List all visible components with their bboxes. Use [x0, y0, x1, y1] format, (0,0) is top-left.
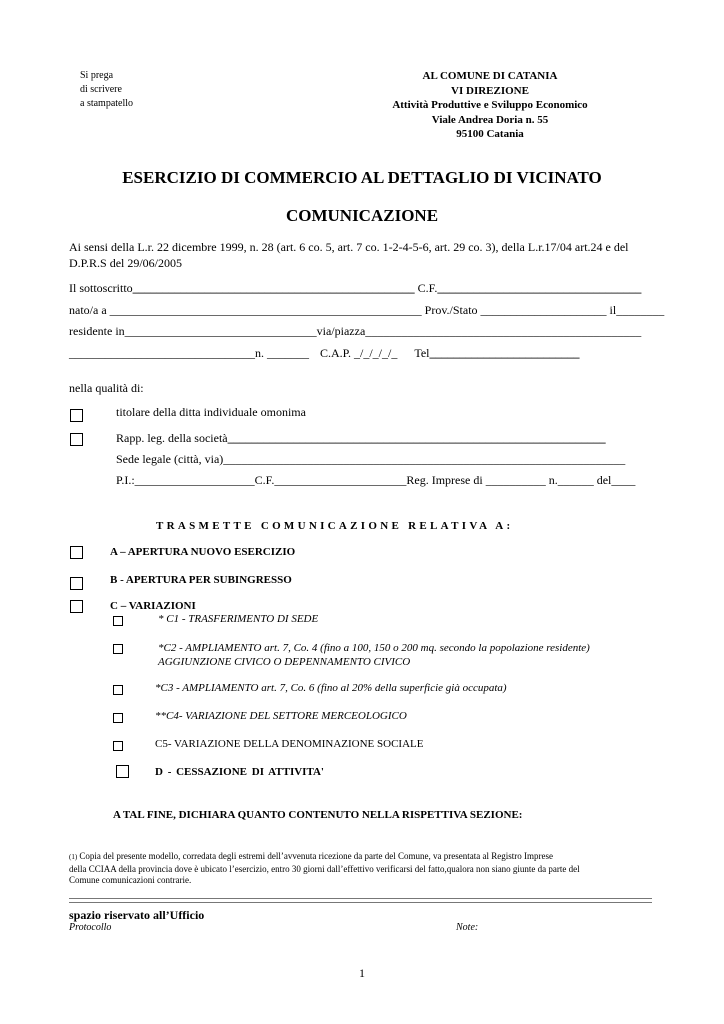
option-c1-label: * C1 - TRASFERIMENTO DI SEDE — [158, 613, 319, 625]
sede-legale-row[interactable]: Sede legale (città, via)___________________________________________________________________ — [116, 452, 626, 466]
addressee-line: VI DIREZIONE — [451, 84, 529, 97]
option-a-checkbox[interactable] — [70, 546, 83, 559]
field-address-row[interactable] — [69, 346, 580, 361]
option-c3-checkbox[interactable] — [113, 685, 123, 695]
titolare-checkbox[interactable] — [70, 409, 83, 422]
option-c1-checkbox[interactable] — [113, 616, 123, 626]
pi-cf-row[interactable]: P.I.:____________________C.F.______________________Reg. Imprese di __________ n.______ del____ — [116, 473, 636, 487]
cf-label: C.F. — [414, 281, 438, 295]
addressee-line: AL COMUNE DI CATANIA — [422, 70, 558, 82]
footnote — [69, 851, 580, 887]
legal-reference-line: D.P.R.S del 29/06/2005 — [69, 256, 183, 270]
page-number: 1 — [359, 966, 365, 980]
street-number-field[interactable]: _______________________________n. _______ — [69, 346, 309, 360]
capacity-label: nella qualità di: — [69, 381, 144, 395]
option-b-label: B - APERTURA PER SUBINGRESSO — [110, 574, 292, 586]
protocol-label: Protocollo — [69, 922, 112, 933]
option-c5-label: C5- VARIAZIONE DELLA DENOMINAZIONE SOCIALE — [155, 738, 424, 750]
instruction-line: Si prega — [80, 70, 114, 81]
tel-field-line[interactable]: _________________________ — [429, 346, 580, 360]
addressee-block — [352, 69, 628, 142]
titolare-label: titolare della ditta individuale omonima — [116, 405, 306, 419]
cf-field-line[interactable]: __________________________________ — [437, 281, 642, 295]
footnote-line — [69, 851, 580, 864]
option-d-label: D - CESSAZIONE DI ATTIVITA' — [155, 766, 324, 778]
addressee-line: Attività Produttive e Sviluppo Economico — [392, 99, 588, 111]
double-separator — [69, 898, 652, 903]
footnote-text: Copia del presente modello, corredata degli estremi dell’avvenuta ricezione da parte del Comune, va presentata al Registro Imprese — [79, 851, 553, 861]
option-c2-line: AGGIUNZIONE CIVICO O DEPENNAMENTO CIVICO — [158, 656, 411, 668]
footnote-line: Comune comunicazioni contrarie. — [69, 875, 192, 885]
document-title: ESERCIZIO DI COMMERCIO AL DETTAGLIO DI VICINATO — [122, 168, 602, 187]
rapp-leg-checkbox[interactable] — [70, 433, 83, 446]
option-c-label: C – VARIAZIONI — [110, 600, 196, 612]
field-birthplace-row[interactable]: nato/a a ____________________________________________________ Prov./Stato _____________________ il________ — [69, 303, 665, 317]
option-a-label: A – APERTURA NUOVO ESERCIZIO — [110, 546, 296, 558]
addressee-line: Viale Andrea Doria n. 55 — [431, 113, 549, 126]
option-c2-label — [158, 641, 590, 669]
option-c3-label: *C3 - AMPLIAMENTO art. 7, Co. 6 (fino al 20% della superficie già occupata) — [155, 682, 507, 694]
transmit-heading: TRASMETTE COMUNICAZIONE RELATIVA A: — [156, 520, 514, 532]
option-c2-line: *C2 - AMPLIAMENTO art. 7, Co. 4 (fino a 100, 150 o 200 mq. secondo la popolazione residente) — [158, 642, 590, 654]
footnote-marker: (1) — [69, 853, 78, 861]
legal-reference — [69, 239, 629, 271]
notes-label: Note: — [456, 922, 479, 933]
rapp-leg-row[interactable] — [116, 431, 606, 446]
option-d-checkbox[interactable] — [116, 765, 129, 778]
option-b-checkbox[interactable] — [70, 577, 83, 590]
option-c5-checkbox[interactable] — [113, 741, 123, 751]
field-residence-row[interactable]: residente in________________________________via/piazza______________________________________________ — [69, 324, 642, 338]
rapp-leg-field-line[interactable]: _______________________________________________________________ — [227, 431, 606, 445]
name-field-line[interactable]: _______________________________________________ — [132, 281, 415, 295]
option-c4-label: **C4- VARIAZIONE DEL SETTORE MERCEOLOGICO — [155, 710, 407, 722]
field-sottoscritto-row[interactable] — [69, 281, 641, 296]
cap-field[interactable]: C.A.P. _/_/_/_/_ — [320, 346, 398, 360]
option-c2-checkbox[interactable] — [113, 644, 123, 654]
document-subtitle: COMUNICAZIONE — [285, 206, 439, 225]
legal-reference-line: Ai sensi della L.r. 22 dicembre 1999, n. 28 (art. 6 co. 5, art. 7 co. 1-2-4-5-6, art. 29 co. 3), della L.r.17/04 art.24 e del — [69, 240, 629, 254]
instruction-line: di scrivere — [80, 84, 122, 95]
instruction-note — [80, 69, 133, 111]
instruction-line: a stampatello — [80, 98, 134, 109]
option-c-checkbox[interactable] — [70, 600, 83, 613]
tel-label: Tel — [414, 346, 430, 360]
option-c4-checkbox[interactable] — [113, 713, 123, 723]
office-heading: spazio riservato all’Ufficio — [69, 908, 205, 922]
footnote-line: della CCIAA della provincia dove è ubicato l’esercizio, entro 30 giorni dall’effettivo verificarsi del fatto,qualora non siano giunte da parte del — [69, 863, 580, 874]
declaration-heading: A TAL FINE, DICHIARA QUANTO CONTENUTO NELLA RISPETTIVA SEZIONE: — [113, 809, 523, 821]
addressee-line: 95100 Catania — [456, 128, 524, 140]
rapp-leg-label: Rapp. leg. della società — [116, 431, 228, 445]
sottoscritto-label: Il sottoscritto — [69, 281, 133, 295]
